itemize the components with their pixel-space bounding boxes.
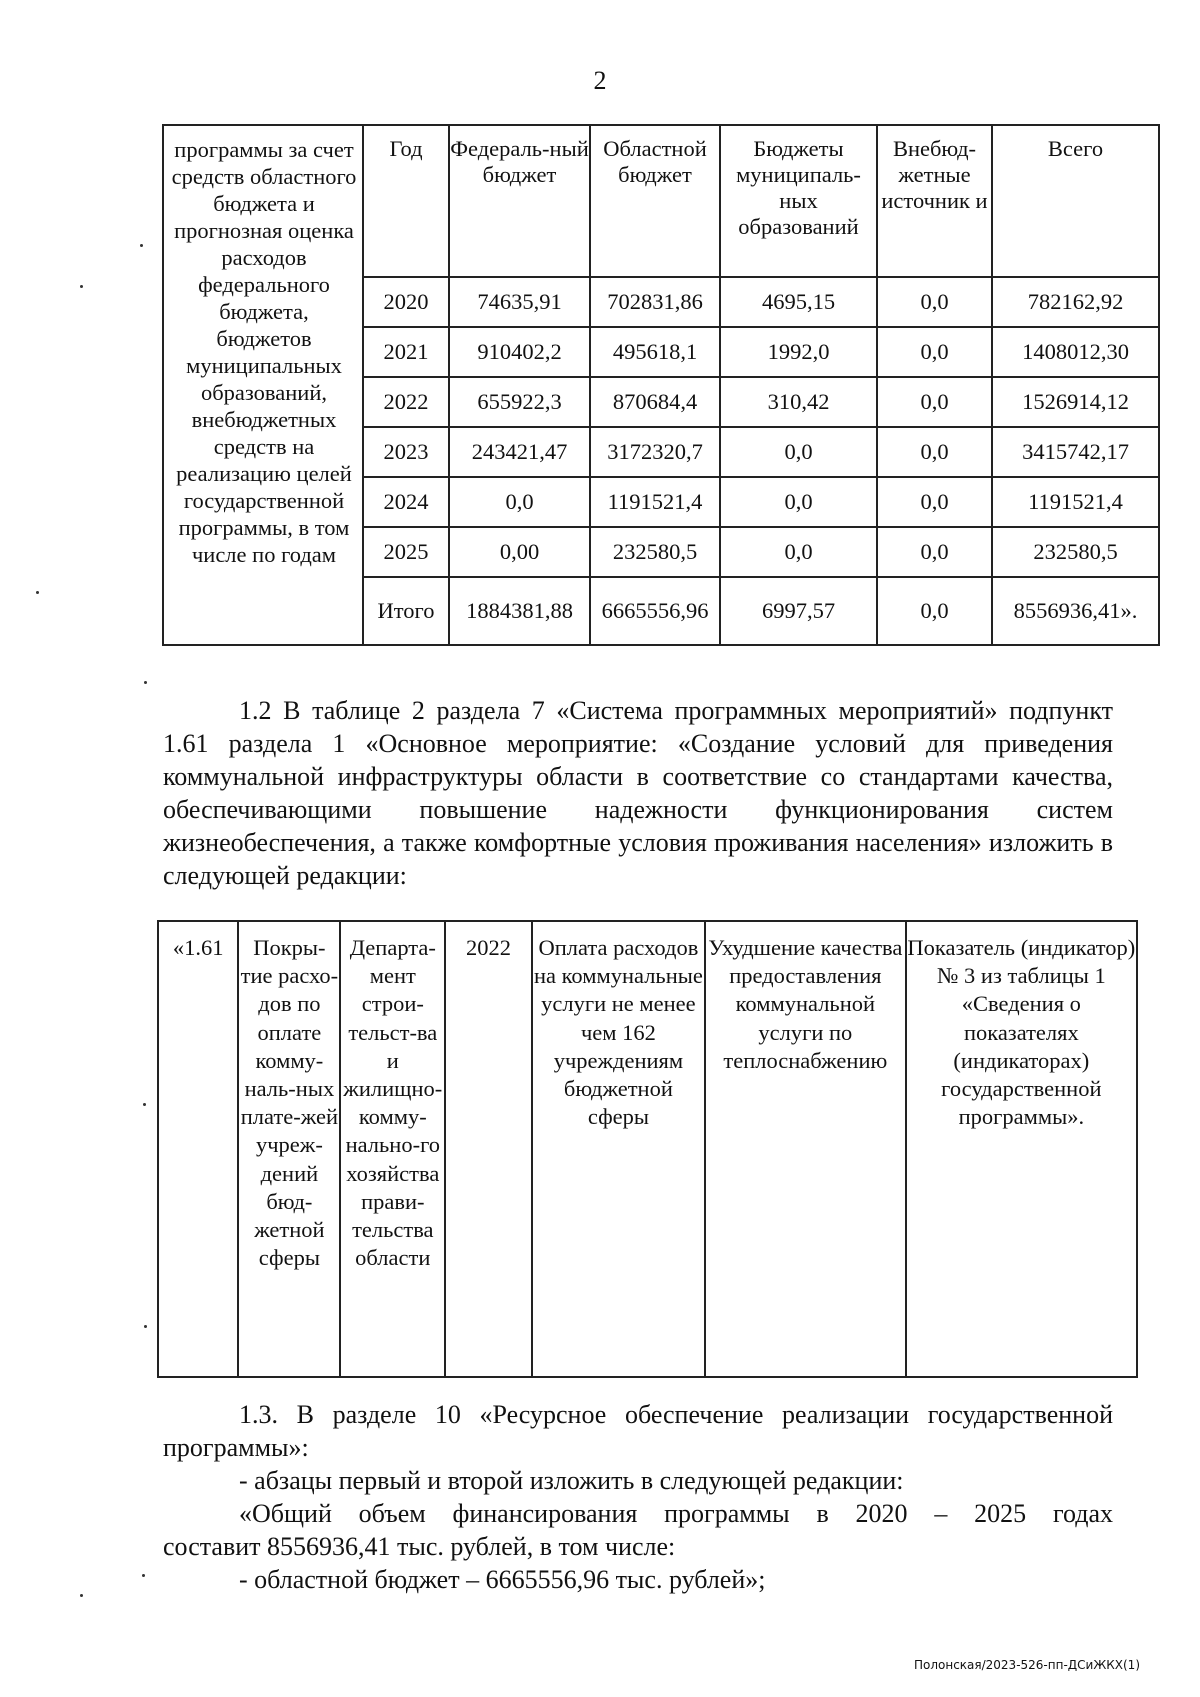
header-regional: Областной бюджет	[590, 125, 720, 277]
cell-extrabudgetary: 0,0	[877, 527, 992, 577]
cell-regional: 495618,1	[590, 327, 720, 377]
line-total-amount: составит 8556936,41 тыс. рублей, в том числе:	[163, 1532, 676, 1561]
cell-municipal: 310,42	[720, 377, 877, 427]
measures-table	[157, 920, 1138, 1378]
cell-extrabudgetary: 0,0	[877, 277, 992, 327]
line-regional-budget: - областной бюджет – 6665556,96 тыс. рублей»;	[239, 1565, 766, 1594]
cell-year: 2020	[363, 277, 449, 327]
cell-federal: 243421,47	[449, 427, 590, 477]
header-federal: Федераль-ный бюджет	[449, 125, 590, 277]
cell-total: 232580,5	[992, 527, 1159, 577]
scan-speck	[142, 1574, 145, 1577]
cell-regional: 3172320,7	[590, 427, 720, 477]
cell-regional: 6665556,96	[590, 577, 720, 645]
header-total: Всего	[992, 125, 1159, 277]
cell-total: 1408012,30	[992, 327, 1159, 377]
cell-total: 8556936,41».	[992, 577, 1159, 645]
footer-document-id: Полонская/2023-526-пп-ДСиЖКХ(1)	[913, 1658, 1140, 1672]
page-number: 2	[593, 66, 607, 95]
scan-speck	[80, 1594, 83, 1597]
cell-municipal: 0,0	[720, 427, 877, 477]
cell-year: 2023	[363, 427, 449, 477]
header-extrabudgetary: Внебюд-жетные источник и	[877, 125, 992, 277]
cell-federal: 655922,3	[449, 377, 590, 427]
cell-extrabudgetary: 0,0	[877, 427, 992, 477]
cell-extrabudgetary: 0,0	[877, 327, 992, 377]
cell-federal: 74635,91	[449, 277, 590, 327]
cell-federal: 910402,2	[449, 327, 590, 377]
cell-municipal: 6997,57	[720, 577, 877, 645]
cell-executor: Департа-мент строи-тельст-ва и жилищно-комму-нально-го хозяйства прави-тельства области	[340, 921, 445, 1377]
budget-table	[162, 124, 1160, 646]
cell-regional: 870684,4	[590, 377, 720, 427]
cell-regional: 702831,86	[590, 277, 720, 327]
paragraph-1-2: 1.2 В таблице 2 раздела 7 «Система программных мероприятий» подпункт 1.61 раздела 1 «Основное мероприятие: «Создание условий для приведения коммунальной инфраструктуры области в соответствие со стандартами качества, обеспечивающими повышение надежности функционирования систем жизнеобеспечения, а также комфортные условия проживания населения» изложить в следующей редакции:	[163, 696, 1113, 890]
cell-measure-name: Покры-тие расхо-дов по оплате комму-наль-ных плате-жей учреж-дений бюд-жетной сферы	[238, 921, 340, 1377]
header-municipal: Бюджеты муниципаль-ных образований	[720, 125, 877, 277]
section-1-3	[163, 1398, 1113, 1596]
cell-year: 2022	[363, 377, 449, 427]
cell-extrabudgetary: 0,0	[877, 377, 992, 427]
scan-speck	[140, 244, 143, 247]
cell-total: 1191521,4	[992, 477, 1159, 527]
cell-consequences: Ухудшение качества предоставления коммунальной услуги по теплоснабжению	[705, 921, 906, 1377]
budget-table-description: программы за счет средств областного бюджета и прогнозная оценка расходов федерального бюджета, бюджетов муниципальных образований, внебюджетных средств на реализацию целей государственной программы, в том числе по годам	[163, 125, 363, 645]
cell-municipal: 0,0	[720, 477, 877, 527]
scan-speck	[144, 1325, 147, 1328]
scan-speck	[36, 591, 39, 594]
cell-year: 2025	[363, 527, 449, 577]
cell-federal: 0,00	[449, 527, 590, 577]
cell-year: Итого	[363, 577, 449, 645]
cell-federal: 1884381,88	[449, 577, 590, 645]
scan-speck	[80, 285, 83, 288]
cell-item-number: «1.61	[158, 921, 238, 1377]
cell-municipal: 4695,15	[720, 277, 877, 327]
cell-total: 1526914,12	[992, 377, 1159, 427]
scan-speck	[144, 681, 147, 684]
paragraph-1-3: 1.3. В разделе 10 «Ресурсное обеспечение реализации государственной программы»:	[163, 1400, 1113, 1462]
cell-municipal: 1992,0	[720, 327, 877, 377]
cell-regional: 232580,5	[590, 527, 720, 577]
scan-speck	[143, 1103, 146, 1106]
line-total-financing: «Общий объем финансирования программы в 2020 – 2025 годах	[239, 1499, 1113, 1528]
budget-table-header-row	[163, 125, 1159, 277]
table-row	[158, 921, 1137, 1377]
cell-indicator: Показатель (индикатор) № 3 из таблицы 1 «Сведения о показателях (индикаторах) государственной программы».	[906, 921, 1137, 1377]
cell-municipal: 0,0	[720, 527, 877, 577]
cell-regional: 1191521,4	[590, 477, 720, 527]
cell-expected-result: Оплата расходов на коммунальные услуги не менее чем 162 учреждениям бюджетной сферы	[532, 921, 705, 1377]
cell-year: 2024	[363, 477, 449, 527]
cell-year: 2021	[363, 327, 449, 377]
cell-extrabudgetary: 0,0	[877, 477, 992, 527]
cell-year: 2022	[445, 921, 532, 1377]
cell-federal: 0,0	[449, 477, 590, 527]
cell-total: 3415742,17	[992, 427, 1159, 477]
cell-total: 782162,92	[992, 277, 1159, 327]
header-year: Год	[363, 125, 449, 277]
line-paragraphs-instruction: - абзацы первый и второй изложить в следующей редакции:	[239, 1466, 904, 1495]
cell-extrabudgetary: 0,0	[877, 577, 992, 645]
